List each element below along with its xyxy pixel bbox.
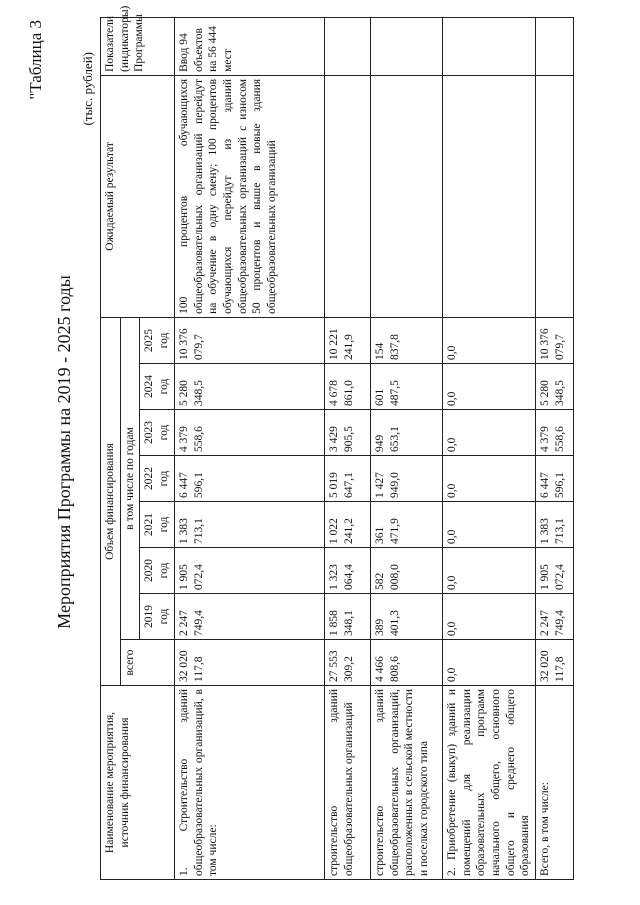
row-year-value: 10 221 241,9: [324, 317, 370, 363]
row-year-value: 1 905 072,4: [536, 548, 574, 594]
row-year-value: 2 247 749,4: [174, 594, 324, 640]
table-row: [174, 17, 324, 879]
row-year-value: 4 678 861,0: [324, 364, 370, 410]
row-year-value: 1 383 713,1: [174, 502, 324, 548]
table-row: [442, 17, 535, 879]
row-year-value: 0,0: [442, 364, 535, 410]
header-by-year: в том числе по годам: [120, 317, 140, 639]
row-year-value: 949 653,1: [370, 410, 442, 456]
header-result: Ожидаемый результат: [101, 75, 175, 317]
row-result: [536, 75, 574, 317]
rotated-page: [20, 5, 620, 892]
row-year-value: 0,0: [442, 548, 535, 594]
header-year: 2025 год: [140, 317, 174, 363]
row-year-value: 0,0: [442, 594, 535, 640]
header-year: 2022 год: [140, 456, 174, 502]
header-year: 2020 год: [140, 548, 174, 594]
table-number: "Таблица 3: [26, 20, 45, 100]
row-year-value: 1 905 072,4: [174, 548, 324, 594]
table-row: [370, 17, 442, 879]
row-indicator: [442, 17, 535, 75]
row-name: Всего, в том числе:: [536, 686, 574, 880]
row-name: строительство зданий общеобразовательных организаций, расположенных в сельской местности и поселках городского типа: [370, 686, 442, 880]
header-year: 2023 год: [140, 410, 174, 456]
table-row: [324, 17, 370, 879]
row-indicator: [536, 17, 574, 75]
row-year-value: 6 447 596,1: [536, 456, 574, 502]
row-name: 1. Строительство зданий общеобразовательных организаций, в том числе:: [174, 686, 324, 880]
row-year-value: 5 019 647,1: [324, 456, 370, 502]
row-result: [442, 75, 535, 317]
row-year-value: 3 429 905,5: [324, 410, 370, 456]
row-result: 100 процентов обучающихся общеобразовательных организаций перейдут на обучение в одну смену; 100 процентов обучающихся перейдут из зданий общеобразовательных организаций с износом 50 процентов и выше в новые здания общеобразовательных организаций: [174, 75, 324, 317]
row-result: [324, 75, 370, 317]
row-year-value: 4 379 558,6: [536, 410, 574, 456]
program-table: [100, 5, 574, 880]
row-year-value: 1 323 064,4: [324, 548, 370, 594]
header-name: Наименование мероприятия, источник финансирования: [101, 686, 175, 880]
table-row: [536, 17, 574, 879]
header-year: 2021 год: [140, 502, 174, 548]
row-indicator: [324, 17, 370, 75]
row-year-value: 154 837,8: [370, 317, 442, 363]
unit-label: (тыс. рублей): [80, 52, 95, 126]
row-total: 4 466 808,6: [370, 640, 442, 686]
row-year-value: 582 008,0: [370, 548, 442, 594]
row-year-value: 4 379 558,6: [174, 410, 324, 456]
row-result: [370, 75, 442, 317]
row-name: строительство зданий общеобразовательных организаций: [324, 686, 370, 880]
row-year-value: 10 376 079,7: [536, 317, 574, 363]
row-indicator: Ввод 94 объектов на 56 444 мест: [174, 17, 324, 75]
header-total: всего: [120, 640, 174, 686]
row-total: 27 553 309,2: [324, 640, 370, 686]
row-year-value: 0,0: [442, 410, 535, 456]
row-year-value: 5 280 348,5: [536, 364, 574, 410]
row-year-value: 389 401,3: [370, 594, 442, 640]
header-year: 2019 год: [140, 594, 174, 640]
row-year-value: 2 247 749,4: [536, 594, 574, 640]
row-year-value: 1 858 348,1: [324, 594, 370, 640]
row-year-value: 0,0: [442, 502, 535, 548]
row-year-value: 6 447 596,1: [174, 456, 324, 502]
row-total: 0,0: [442, 640, 535, 686]
row-name: 2. Приобретение (выкуп) зданий и помещений для реализации образовательных программ начального общего, основного общего и среднего общего образования: [442, 686, 535, 880]
page-title: Мероприятия Программы на 2019 - 2025 годы: [54, 275, 74, 629]
row-year-value: 1 022 241,2: [324, 502, 370, 548]
header-funding: Объем финансирования: [101, 317, 121, 685]
header-year: 2024 год: [140, 364, 174, 410]
row-year-value: 10 376 079,7: [174, 317, 324, 363]
row-indicator: [370, 17, 442, 75]
row-year-value: 1 427 949,0: [370, 456, 442, 502]
row-year-value: 361 471,9: [370, 502, 442, 548]
row-year-value: 0,0: [442, 456, 535, 502]
row-total: 32 020 117,8: [536, 640, 574, 686]
row-year-value: 0,0: [442, 317, 535, 363]
row-year-value: 601 487,5: [370, 364, 442, 410]
row-year-value: 5 280 348,5: [174, 364, 324, 410]
row-year-value: 1 383 713,1: [536, 502, 574, 548]
header-indicators: Показатели (индикаторы) Программы: [101, 17, 175, 75]
row-total: 32 020 117,8: [174, 640, 324, 686]
